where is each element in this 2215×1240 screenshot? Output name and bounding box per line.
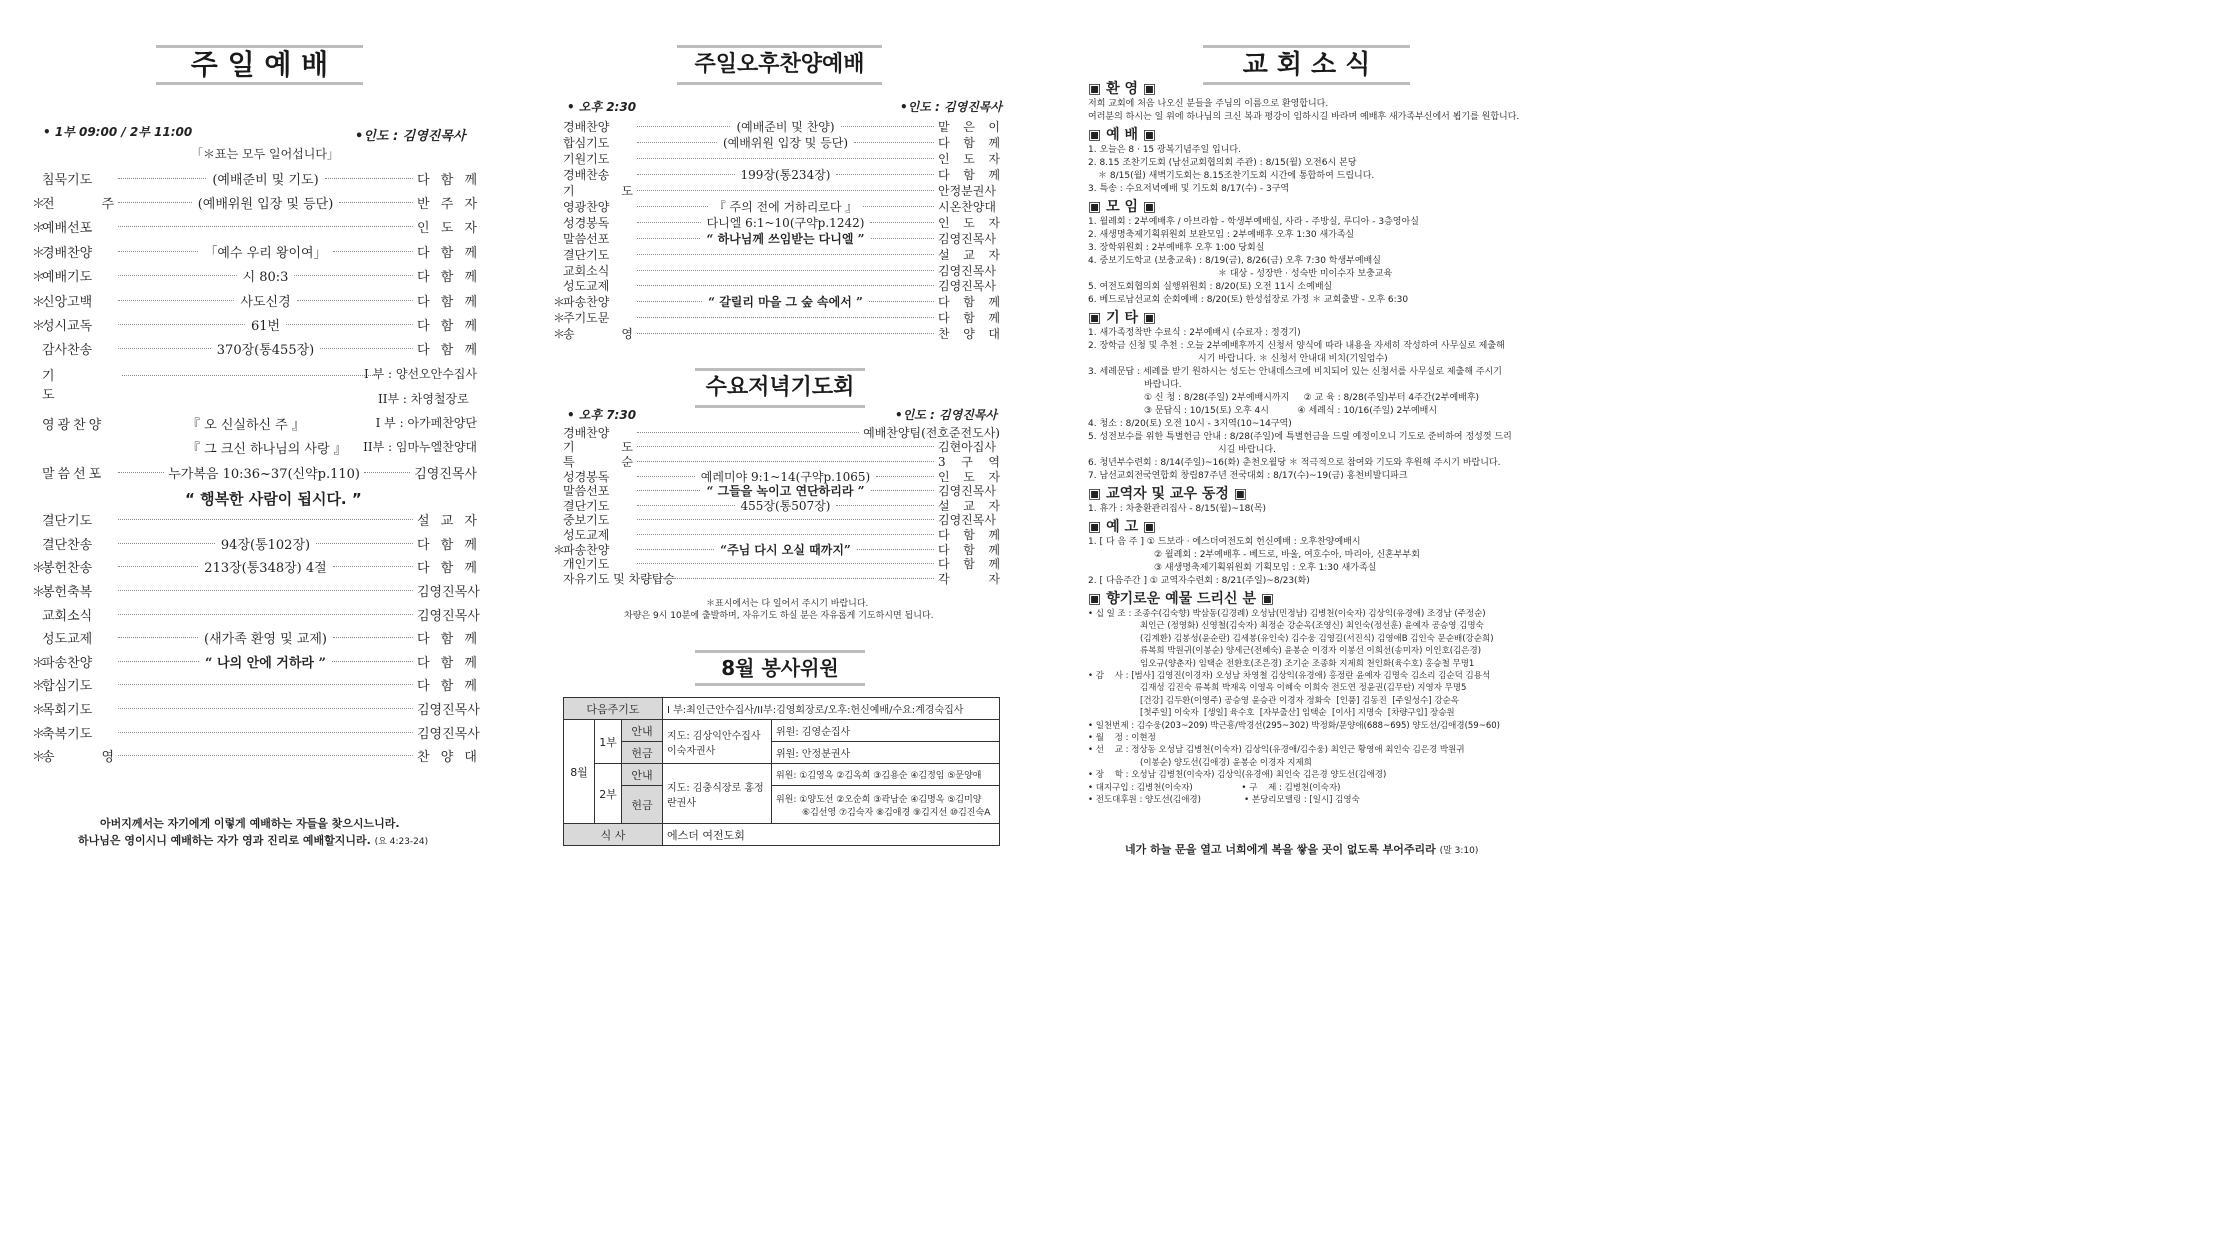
- order-person: 다 함 께: [417, 294, 478, 310]
- order-label: 신앙고백: [42, 294, 93, 310]
- order-detail: 사도신경: [240, 294, 291, 310]
- choir-song-2: 『 그 크신 하나님의 사랑 』: [187, 442, 347, 457]
- order-row: [32, 650, 477, 674]
- order-row: [553, 119, 1000, 135]
- order-row: [32, 579, 480, 603]
- order-label: 기원기도: [563, 152, 610, 167]
- preview-line: 2. [ 다음주간 ] ① 교역자수련회 : 8/21(주일)~8/23(화): [1088, 576, 1310, 586]
- welcome-heading: ▣ 환 영 ▣: [1088, 81, 1157, 97]
- order-person: 김영진목사: [938, 231, 996, 246]
- offering-line: [첫주일] 이숙자 [생일] 육수호 [자부출산] 임택순 [이사] 지명숙 [차량구입] 장승원: [1140, 708, 1455, 719]
- order-row: [32, 532, 477, 556]
- etc-line: ① 신 청 : 8/28(주일) 2부예배시까지 ② 교 육 : 8/28(주일)부터 4주간(2부예배후): [1144, 393, 1480, 403]
- order-label: 경배찬양: [563, 120, 610, 135]
- offering-line: • 십 일 조 : 조종수(김숙향) 박삼동(김경례) 오성남(민정남) 김병천(이숙자) 김상익(유경애) 조경남 (주정순): [1088, 609, 1486, 619]
- order-label: 감사찬송: [42, 343, 93, 359]
- order-detail: (새가족 환영 및 교제): [204, 632, 328, 648]
- standing-notice: 「＊표는 모두 일어섭니다」: [191, 147, 339, 161]
- order-label: 경배찬양: [42, 245, 93, 261]
- order-detail: (예배위원 입장 및 등단): [197, 197, 334, 213]
- choir-row-1: [32, 414, 477, 434]
- order-person: 인 도 자: [938, 152, 1000, 167]
- wednesday-leader: •인도 : 김영진목사: [895, 408, 997, 422]
- offering-line: • 장 학 : 오성남 김병천(이숙자) 김상익(유경애) 최인숙 김은경 양도선(김애경): [1088, 770, 1387, 781]
- order-row: [553, 199, 1000, 215]
- sermon-label: 말씀선포: [42, 466, 105, 482]
- order-detail: 94장(통102장): [220, 537, 311, 553]
- wednesday-time: • 오후 7:30: [567, 408, 637, 422]
- welcome-line: 여러분의 하시는 일 위에 하나님의 크신 복과 평강이 임하시길 바라며 예배후 새가족부신에서 뵙기를 원합니다.: [1088, 112, 1520, 122]
- etc-line: 시길 바랍니다.: [1218, 445, 1276, 455]
- order-row: [553, 513, 1000, 528]
- stand-marker: ＊: [32, 703, 46, 719]
- order-detail: 『 주의 전에 거하리로다 』: [713, 199, 858, 214]
- order-label: 말씀선포: [563, 231, 610, 246]
- preview-heading: ▣ 예 고 ▣: [1088, 519, 1157, 535]
- order-label: 기 도: [563, 184, 633, 199]
- order-row: [553, 571, 1000, 586]
- order-label: 침묵기도: [42, 172, 93, 188]
- order-person: 다 함 께: [938, 311, 1000, 326]
- prayer-second: II부 : 차영철장로: [378, 392, 469, 406]
- order-detail: (예배준비 및 찬양): [736, 120, 835, 135]
- order-label: 결단기도: [563, 247, 610, 262]
- section-title-afternoon: 주일오후찬양예배: [677, 45, 882, 85]
- preview-line: 1. [ 다 음 주 ] ① 드보라 · 에스더여전도회 헌신예배 : 오후찬양예배시: [1088, 537, 1361, 547]
- stand-marker: ＊: [32, 197, 46, 213]
- order-label: 교회소식: [42, 608, 93, 624]
- part-1-cell: 1부: [595, 720, 622, 764]
- order-label: 성경봉독: [563, 469, 610, 484]
- order-row: [553, 469, 1000, 484]
- order-row: [553, 167, 1000, 183]
- order-row: [32, 602, 480, 626]
- worship-heading: ▣ 예 배 ▣: [1088, 127, 1157, 143]
- order-label: 영광찬양: [563, 199, 610, 214]
- order-detail: “ 하나님께 쓰임받는 다니엘 ”: [706, 231, 865, 246]
- offering-line: (김계환) 김봉성(윤순란) 김세봉(유인숙) 김수웅 김영길(서진식) 김영애B 김인숙 문순배(강순희): [1140, 633, 1494, 644]
- order-label: 경배찬양: [563, 425, 610, 440]
- order-person: 시온찬양대: [938, 199, 996, 214]
- order-person: 다 함 께: [417, 679, 477, 695]
- order-person: 안정분권사: [938, 184, 996, 199]
- order-person: 김영진목사: [938, 513, 996, 528]
- etc-line: 바랍니다.: [1144, 380, 1182, 390]
- order-person: 다 함 께: [938, 136, 1001, 151]
- order-detail: 61번: [250, 319, 281, 335]
- order-label: 기 도: [563, 440, 633, 455]
- etc-line: 5. 성전보수를 위한 특별헌금 안내 : 8/28(주일)에 특별헌금을 드릴 예정이오니 기도로 준비하여 정성껏 드리: [1088, 432, 1512, 442]
- offering-cell-2: 헌금: [622, 786, 663, 824]
- order-person: 다 함 께: [417, 245, 478, 261]
- meeting-line: 5. 여전도회협의회 실행위원회 : 8/20(토) 오전 11시 소예배실: [1088, 282, 1333, 292]
- order-label: 봉헌찬송: [42, 561, 93, 577]
- order-row: [553, 230, 1000, 246]
- order-row: [32, 337, 477, 361]
- order-row: [553, 310, 1000, 326]
- order-label: 예배선포: [42, 221, 93, 237]
- order-row: [32, 508, 477, 532]
- order-person: 인 도 자: [417, 221, 477, 237]
- order-person: 설 교 자: [938, 247, 1000, 262]
- order-person: 김영진목사: [417, 608, 480, 624]
- order-label: 경배찬송: [563, 168, 610, 183]
- afternoon-time: • 오후 2:30: [567, 100, 637, 114]
- order-row: [32, 264, 477, 288]
- preview-line: ② 월례회 : 2부예배후 - 베드로, 바울, 여호수아, 마리아, 신혼부부회: [1154, 550, 1420, 560]
- order-person: 다 함 께: [417, 655, 477, 671]
- staff-heading: ▣ 교역자 및 교우 동정 ▣: [1088, 486, 1248, 502]
- etc-heading: ▣ 기 타 ▣: [1088, 310, 1157, 326]
- order-row: [32, 312, 477, 336]
- sermon-title: “ 행복한 사람이 됩시다. ”: [185, 490, 362, 508]
- order-label: 개인기도: [563, 557, 610, 572]
- order-label: 합심기도: [42, 679, 93, 695]
- order-row: [553, 151, 1000, 167]
- section-title: 주 일 예 배: [156, 45, 363, 85]
- sermon-row: [32, 462, 477, 482]
- order-row: [32, 626, 477, 650]
- section-title-wednesday: 수요저녁기도회: [695, 368, 865, 408]
- etc-line: 6. 청년부수련회 : 8/14(주일)~16(화) 춘천오월당 ＊ 적극적으로 참여와 기도와 후원해 주시기 바랍니다.: [1088, 458, 1501, 468]
- order-detail: “주님 다시 오실 때까지”: [720, 542, 851, 557]
- order-row: [32, 555, 477, 579]
- meeting-line: 2. 새생명축제기획위원회 보완모임 : 2부예배후 오후 1:30 새가족실: [1088, 230, 1355, 240]
- choir-group-1: I 부 : 아가페찬양단: [375, 416, 477, 430]
- worship-line: 3. 특송 : 수요저녁예배 및 기도회 8/17(수) - 3구역: [1088, 184, 1290, 194]
- order-person: 다 함 께: [938, 527, 1000, 542]
- order-row: [553, 262, 1000, 278]
- meeting-line: ＊ 대상 - 성장반 · 성숙반 미이수자 보충교육: [1218, 269, 1393, 279]
- part-1-guide: 위원: 김영순집사: [772, 720, 1000, 742]
- meal-label: 식 사: [564, 824, 663, 846]
- order-detail: 시 80:3: [242, 270, 289, 286]
- stand-marker: ＊: [32, 561, 46, 577]
- offering-line: • 일천번제 : 김수웅(203~209) 박근흥/박경선(295~302) 박정화/문양애(688~695) 양도선/김애경(59~60): [1088, 720, 1500, 731]
- offering-line: 최인근 (정영화) 신영철(김숙자) 최정순 강순옥(조영신) 최인숙(정선훈) 윤예자 공승영 김명숙: [1140, 621, 1484, 632]
- order-label: 송 영: [563, 327, 633, 342]
- order-label: 성시교독: [42, 319, 93, 335]
- part-2-lead: 지도: 김충식장로 홍정란권사: [663, 764, 772, 824]
- offering-line: 류복희 박원귀(이봉순) 양세근(전혜숙) 윤봉순 이경자 이봉선 이희선(송미자) 이인호(김은경): [1140, 646, 1482, 657]
- part-2-offering: 위원: ①양도선 ②오순희 ③곽남순 ④김명옥 ⑤김미양 ⑥김선영 ⑦김숙자 ⑧김애경 ⑨김지선 ⑩김진숙A: [772, 786, 1000, 824]
- closing-verse: 네가 하늘 문을 열고 너희에게 복을 쌓을 곳이 없도록 부어주리라 (말 3:10): [1125, 843, 1479, 856]
- stand-marker: ＊: [32, 319, 46, 335]
- order-row: [32, 673, 477, 697]
- sermon-preacher: 김영진목사: [414, 466, 477, 482]
- order-person: 김영진목사: [417, 703, 480, 719]
- stand-marker: ＊: [553, 542, 566, 557]
- meeting-line: 4. 중보기도학교 (보충교육) : 8/19(금), 8/26(금) 오후 7:30 학생부예배실: [1088, 256, 1381, 266]
- order-person: 다 함 께: [417, 319, 478, 335]
- order-person: 다 함 께: [938, 168, 1001, 183]
- stand-marker: ＊: [553, 311, 566, 326]
- order-detail: 「예수 우리 왕이여」: [204, 245, 327, 261]
- offering-line: • 대지구입 : 김병천(이숙자) • 구 제 : 김병천(이숙자): [1088, 782, 1341, 793]
- order-row: [553, 425, 1000, 440]
- order-label: 주기도문: [563, 311, 610, 326]
- order-label: 전 주: [42, 197, 114, 213]
- stand-marker: ＊: [553, 295, 566, 310]
- order-label: 자유기도 및 차량탑승: [563, 571, 675, 586]
- order-label: 파송찬양: [42, 655, 93, 671]
- etc-line: 1. 새가족정착반 수료식 : 2부예배시 (수료자 : 정경기): [1088, 328, 1301, 338]
- order-label: 예배기도: [42, 270, 93, 286]
- part-1-offering: 위원: 안정분권사: [772, 742, 1000, 764]
- order-person: 인 도 자: [938, 469, 1000, 484]
- order-detail: 455장(통507장): [740, 498, 831, 513]
- order-person: 김영진목사: [417, 726, 480, 742]
- news-body: [1088, 78, 1528, 807]
- order-person: 찬 양 대: [417, 750, 477, 766]
- order-row: [553, 542, 1000, 557]
- staff-line: 1. 휴가 : 차충환관리집사 - 8/15(월)~18(목): [1088, 504, 1267, 514]
- stand-marker: ＊: [32, 221, 46, 237]
- meeting-line: 3. 장학위원회 : 2부예배후 오후 1:00 당회실: [1088, 243, 1265, 253]
- part-1-lead: 지도: 김상익안수집사 이숙자권사: [663, 720, 772, 764]
- stand-marker: ＊: [32, 245, 46, 261]
- order-row: [553, 214, 1000, 230]
- order-row: [32, 288, 477, 312]
- order-row: [553, 183, 1000, 199]
- choir-song-1: 『 오 신실하신 주 』: [187, 418, 305, 433]
- order-row: [553, 527, 1000, 542]
- order-row: [553, 454, 1000, 469]
- order-row: [553, 440, 1000, 455]
- offering-line: [건강] 김두환(이영주) 공승영 윤승관 이경자 정화숙 [인품] 김동진 [주일성수] 강순옥: [1140, 695, 1460, 706]
- offering-line: 임오규(양춘자) 임택순 전환호(조은경) 조기순 조종화 지제희 천인화(육수호) 홍승철 무명1: [1140, 658, 1475, 669]
- order-person: 다 함 께: [417, 270, 478, 286]
- order-detail: (예배위원 입장 및 등단): [722, 136, 849, 151]
- order-label: 파송찬양: [563, 295, 610, 310]
- order-detail: 213장(통348장) 4절: [204, 561, 327, 577]
- order-row: [32, 744, 477, 768]
- offering-line: • 월 정 : 이현정: [1088, 733, 1156, 744]
- offering-line: (이봉순) 양도선(김애경) 윤봉순 이경자 지제희: [1140, 757, 1312, 768]
- service-leader: •인도 : 김영진목사: [355, 129, 466, 144]
- choir-label: 영광찬양: [42, 418, 105, 433]
- stand-marker: ＊: [32, 585, 46, 601]
- order-person: 찬 양 대: [938, 327, 1000, 342]
- order-person: 다 함 께: [417, 632, 478, 648]
- standing-note: ＊표시에서는 다 일어서 주시기 바랍니다.: [706, 599, 869, 609]
- order-row: [553, 294, 1000, 310]
- offering-heading: ▣ 향기로운 예물 드리신 분 ▣: [1088, 591, 1275, 607]
- welcome-line: 저희 교회에 처음 나오신 분들을 주님의 이름으로 환영합니다.: [1088, 99, 1329, 109]
- order-row: [32, 190, 477, 214]
- scripture-verse-1: 아버지께서는 자기에게 이렇게 예배하는 자들을 찾으시느니라.: [100, 817, 400, 830]
- offering-line: • 감 사 : [범사] 김영진(이경자) 오성남 차영철 김상익(유경애) 홍정란 윤예자 김명숙 김소리 김순덕 김용석: [1088, 671, 1491, 682]
- offering-line: 김재성 김진숙 류복희 박재옥 이영옥 이혜숙 이희숙 전도연 정윤권(김무탄) 지영자 무명5: [1140, 683, 1467, 694]
- order-label: 성도교제: [563, 527, 610, 542]
- order-person: 설 교 자: [938, 498, 1001, 513]
- order-detail: 예레미야 9:1~14(구약p.1065): [700, 469, 871, 484]
- order-person: 다 함 께: [938, 557, 1000, 572]
- etc-line: 7. 남선교회전국연합회 창립87주년 전국대회 : 8/17(수)~19(금) 홍천비발디파크: [1088, 471, 1408, 481]
- etc-line: 3. 세례문답 : 세례를 받기 원하시는 성도는 안내데스크에 비치되어 있는 신청서를 사무실로 제출해 주시기: [1088, 367, 1502, 377]
- part-2-guide: 위원: ①김영옥 ②김옥희 ③김용순 ④김정임 ⑤문양애: [772, 764, 1000, 786]
- order-person: 김영진목사: [938, 263, 996, 278]
- order-person: 다 함 께: [938, 295, 1001, 310]
- etc-line: ③ 문답식 : 10/15(토) 오후 4시 ④ 세례식 : 10/16(주일) 2부예배시: [1144, 406, 1438, 416]
- meal-value: 에스더 여전도회: [663, 824, 1000, 846]
- stand-marker: ＊: [553, 327, 566, 342]
- order-person: 3 구 역: [938, 454, 1000, 469]
- section-title-volunteers: 8월 봉사위원: [695, 650, 865, 686]
- prayer-label: 기 도: [42, 369, 85, 403]
- order-person: 다 함 께: [938, 542, 1001, 557]
- order-label: 성도교제: [563, 279, 610, 294]
- etc-line: 4. 청소 : 8/20(토) 오전 10시 - 3지역(10~14구역): [1088, 419, 1292, 429]
- etc-line: 2. 장학금 신청 및 추천 : 오늘 2부예배후까지 신청서 양식에 따라 내용을 자세히 작성하여 사무실로 제출해: [1088, 341, 1505, 351]
- order-row: [553, 483, 1000, 498]
- order-label: 결단기도: [42, 514, 93, 530]
- etc-line: 시기 바랍니다. ＊ 신청서 안내대 비치(기일엄수): [1198, 354, 1388, 364]
- order-detail: 370장(통455장): [216, 343, 315, 359]
- order-row: [32, 215, 477, 239]
- order-label: 중보기도: [563, 513, 610, 528]
- order-detail: (예배준비 및 기도): [212, 172, 319, 188]
- stand-marker: ＊: [32, 750, 46, 766]
- order-label: 특 순: [563, 454, 633, 469]
- stand-marker: ＊: [32, 294, 46, 310]
- stand-marker: ＊: [32, 655, 46, 671]
- order-person: 설 교 자: [417, 514, 477, 530]
- order-label: 성경봉독: [563, 215, 610, 230]
- stand-marker: ＊: [32, 270, 46, 286]
- meeting-line: 6. 베드로남선교회 순회예배 : 8/20(토) 한성섭장로 가정 ＊ 교회출발 - 오후 6:30: [1088, 295, 1409, 305]
- order-label: 결단찬송: [42, 537, 93, 553]
- order-row: [553, 135, 1000, 151]
- order-person: 맡 은 이: [938, 120, 1001, 135]
- worship-line: 1. 오늘은 8 · 15 광복기념주일 입니다.: [1088, 145, 1241, 155]
- meeting-line: 1. 월례회 : 2부예배후 / 아브라함 - 학생부예배실, 사라 - 주방실, 루디아 - 3층영아실: [1088, 217, 1419, 227]
- order-row: [32, 239, 477, 263]
- order-label: 성도교제: [42, 632, 93, 648]
- section-title-news: 교 회 소 식: [1203, 45, 1410, 85]
- order-row: [553, 498, 1000, 513]
- choir-group-2: II부 : 임마누엘찬양대: [363, 440, 477, 454]
- order-person: 다 함 께: [417, 561, 477, 577]
- order-label: 송 영: [42, 750, 114, 766]
- order-label: 결단기도: [563, 498, 610, 513]
- order-row: [32, 166, 477, 190]
- stand-marker: ＊: [32, 726, 46, 742]
- afternoon-leader: •인도 : 김영진목사: [900, 100, 1002, 114]
- order-person: 예배찬양팀(전호준전도사): [863, 425, 1000, 440]
- offering-line: • 전도대후원 : 양도선(김애경) • 본당리모델링 : [일시] 김영숙: [1088, 795, 1360, 806]
- order-person: 반 주 자: [417, 197, 478, 213]
- order-label: 봉헌축복: [42, 585, 93, 601]
- worship-line: 2. 8.15 조찬기도회 (남선교회협의회 주관) : 8/15(월) 오전6시 본당: [1088, 158, 1357, 168]
- order-person: 김현아집사: [938, 440, 996, 455]
- order-row: [553, 326, 1000, 342]
- order-person: 인 도 자: [938, 215, 1000, 230]
- service-time: • 1부 09:00 / 2부 11:00: [43, 125, 193, 139]
- order-label: 축복기도: [42, 726, 93, 742]
- order-detail: “ 갈릴리 마을 그 숲 속에서 ”: [708, 295, 863, 310]
- order-label: 파송찬양: [563, 542, 610, 557]
- order-row: [32, 720, 480, 744]
- vehicle-note: 차량은 9시 10분에 출발하며, 자유기도 하실 분은 자유롭게 기도하시면 됩니다.: [624, 611, 934, 621]
- worship-line: ＊ 8/15(월) 새벽기도회는 8.15조찬기도회 시간에 통합하여 드립니다.: [1098, 171, 1375, 181]
- order-label: 목회기도: [42, 703, 93, 719]
- choir-row-2: [32, 438, 477, 458]
- sermon-passage: 누가복음 10:36~37(신약p.110): [168, 466, 360, 482]
- order-detail: “ 그들을 녹이고 연단하리라 ”: [706, 484, 865, 499]
- order-row: [553, 278, 1000, 294]
- order-row: [553, 556, 1000, 571]
- order-person: 김영진목사: [938, 484, 996, 499]
- order-person: 김영진목사: [417, 585, 480, 601]
- guide-cell-2: 안내: [622, 764, 663, 786]
- order-detail: 다니엘 6:1~10(구약p.1242): [706, 215, 865, 230]
- volunteer-table: [563, 697, 1000, 846]
- next-week-prayer-label: 다음주기도: [564, 698, 663, 720]
- offering-list: [1088, 608, 1528, 807]
- order-person: 다 함 께: [417, 172, 478, 188]
- order-person: 다 함 께: [417, 537, 477, 553]
- next-week-prayer-value: I 부:최인근안수집사/II부:김영회장로/오후:헌신예배/수요:계경숙집사: [663, 698, 1000, 720]
- order-detail: “ 나의 안에 거하라 ”: [205, 655, 326, 671]
- order-detail: 199장(통234장): [740, 168, 831, 183]
- prayer-first: I 부 : 양선오안수집사: [364, 367, 477, 381]
- month-cell: 8월: [564, 720, 595, 824]
- meeting-heading: ▣ 모 임 ▣: [1088, 199, 1157, 215]
- offering-cell-1: 헌금: [622, 742, 663, 764]
- order-person: 다 함 께: [417, 343, 478, 359]
- guide-cell-1: 안내: [622, 720, 663, 742]
- order-row: [553, 246, 1000, 262]
- scripture-verse-2: 하나님은 영이시니 예배하는 자가 영과 진리로 예배할지니라. (요 4:23-24): [78, 834, 429, 847]
- part-2-cell: 2부: [595, 764, 622, 824]
- order-person: 김영진목사: [938, 279, 996, 294]
- stand-marker: ＊: [32, 679, 46, 695]
- offering-line: • 선 교 : 정상동 오성남 김병천(이숙자) 김상익(유경애/김수웅) 최인근 황영애 최인숙 김은경 박원귀: [1088, 745, 1465, 756]
- order-label: 합심기도: [563, 136, 610, 151]
- order-label: 교회소식: [563, 263, 610, 278]
- order-row: [32, 697, 480, 721]
- preview-line: ③ 새생명축제기획위원회 기획모임 : 오후 1:30 새가족실: [1154, 563, 1377, 573]
- order-person: 각 자: [938, 571, 1000, 586]
- order-label: 말씀선포: [563, 484, 610, 499]
